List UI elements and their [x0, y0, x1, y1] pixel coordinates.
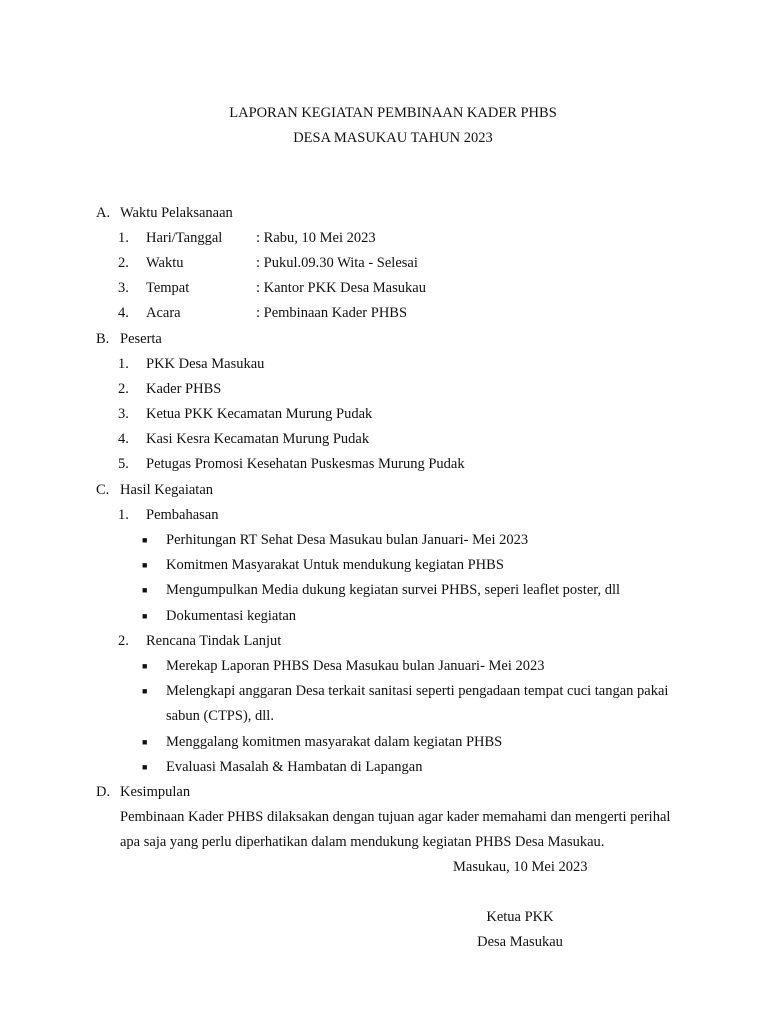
section-d-letter: D. — [96, 784, 111, 800]
b-item-text: Kader PHBS — [146, 381, 222, 397]
bullet-marker: ■ — [142, 585, 148, 595]
title-line-2: DESA MASUKAU TAHUN 2023 — [293, 130, 493, 146]
bullet-marker: ■ — [142, 661, 148, 671]
a-row-value: : Pukul.09.30 Wita - Selesai — [256, 255, 418, 271]
b-item-num: 1. — [118, 356, 129, 372]
bullet-marker: ■ — [142, 762, 148, 772]
b-item-text: PKK Desa Masukau — [146, 356, 265, 372]
a-row-label: Hari/Tanggal — [146, 230, 223, 246]
c-sub1-heading: Pembahasan — [146, 507, 219, 523]
conclusion-paragraph-line-1: Pembinaan Kader PHBS dilaksakan dengan tujuan agar kader memahami dan mengerti perihal — [120, 809, 671, 825]
signature-place-date: Masukau, 10 Mei 2023 — [453, 859, 588, 875]
b-item-text: Petugas Promosi Kesehatan Puskesmas Murung Pudak — [146, 456, 465, 472]
bullet-marker: ■ — [142, 686, 148, 696]
c-sub2-num: 2. — [118, 633, 129, 649]
b-item-num: 3. — [118, 406, 129, 422]
c-sub1-bullet: Komitmen Masyarakat Untuk mendukung kegiatan PHBS — [166, 557, 504, 573]
a-row-label: Acara — [146, 305, 181, 321]
section-b-heading: Peserta — [120, 331, 162, 347]
c-sub1-bullet: Mengumpulkan Media dukung kegiatan survei PHBS, seperi leaflet poster, dll — [166, 582, 621, 598]
c-sub2-bullet: Merekap Laporan PHBS Desa Masukau bulan Januari- Mei 2023 — [166, 658, 545, 674]
bullet-marker: ■ — [142, 737, 148, 747]
a-row-num: 2. — [118, 255, 129, 271]
signature-org: Desa Masukau — [477, 934, 563, 950]
section-a-heading: Waktu Pelaksanaan — [120, 205, 233, 221]
c-sub1-num: 1. — [118, 507, 129, 523]
a-row-label: Tempat — [146, 280, 190, 296]
section-b-letter: B. — [96, 331, 110, 347]
title-line-1: LAPORAN KEGIATAN PEMBINAAN KADER PHBS — [229, 105, 557, 121]
bullet-marker: ■ — [142, 560, 148, 570]
c-sub2-heading: Rencana Tindak Lanjut — [146, 633, 282, 649]
b-item-text: Ketua PKK Kecamatan Murung Pudak — [146, 406, 373, 422]
a-row-value: : Pembinaan Kader PHBS — [256, 305, 408, 321]
a-row-label: Waktu — [146, 255, 184, 271]
a-row-num: 3. — [118, 280, 129, 296]
section-c-letter: C. — [96, 482, 110, 498]
c-sub1-bullet: Dokumentasi kegiatan — [166, 608, 297, 624]
b-item-text: Kasi Kesra Kecamatan Murung Pudak — [146, 431, 370, 447]
c-sub2-bullet: Melengkapi anggaran Desa terkait sanitasi seperti pengadaan tempat cuci tangan pakai — [166, 683, 669, 699]
section-a-letter: A. — [96, 205, 111, 221]
c-sub2-bullet: Evaluasi Masalah & Hambatan di Lapangan — [166, 759, 423, 775]
c-sub2-bullet-continuation: sabun (CTPS), dll. — [166, 708, 274, 724]
b-item-num: 4. — [118, 431, 129, 447]
section-c-heading: Hasil Kegaiatan — [120, 482, 214, 498]
b-item-num: 5. — [118, 456, 129, 472]
bullet-marker: ■ — [142, 611, 148, 621]
a-row-num: 1. — [118, 230, 129, 246]
a-row-num: 4. — [118, 305, 129, 321]
bullet-marker: ■ — [142, 535, 148, 545]
c-sub2-bullet: Menggalang komitmen masyarakat dalam kegiatan PHBS — [166, 734, 503, 750]
c-sub1-bullet: Perhitungan RT Sehat Desa Masukau bulan Januari- Mei 2023 — [166, 532, 529, 548]
signature-role: Ketua PKK — [486, 909, 554, 925]
a-row-value: : Rabu, 10 Mei 2023 — [256, 230, 376, 246]
conclusion-paragraph-line-2: apa saja yang perlu diperhatikan dalam mendukung kegiatan PHBS Desa Masukau. — [120, 834, 605, 850]
b-item-num: 2. — [118, 381, 129, 397]
section-d-heading: Kesimpulan — [120, 784, 191, 800]
a-row-value: : Kantor PKK Desa Masukau — [256, 280, 426, 296]
